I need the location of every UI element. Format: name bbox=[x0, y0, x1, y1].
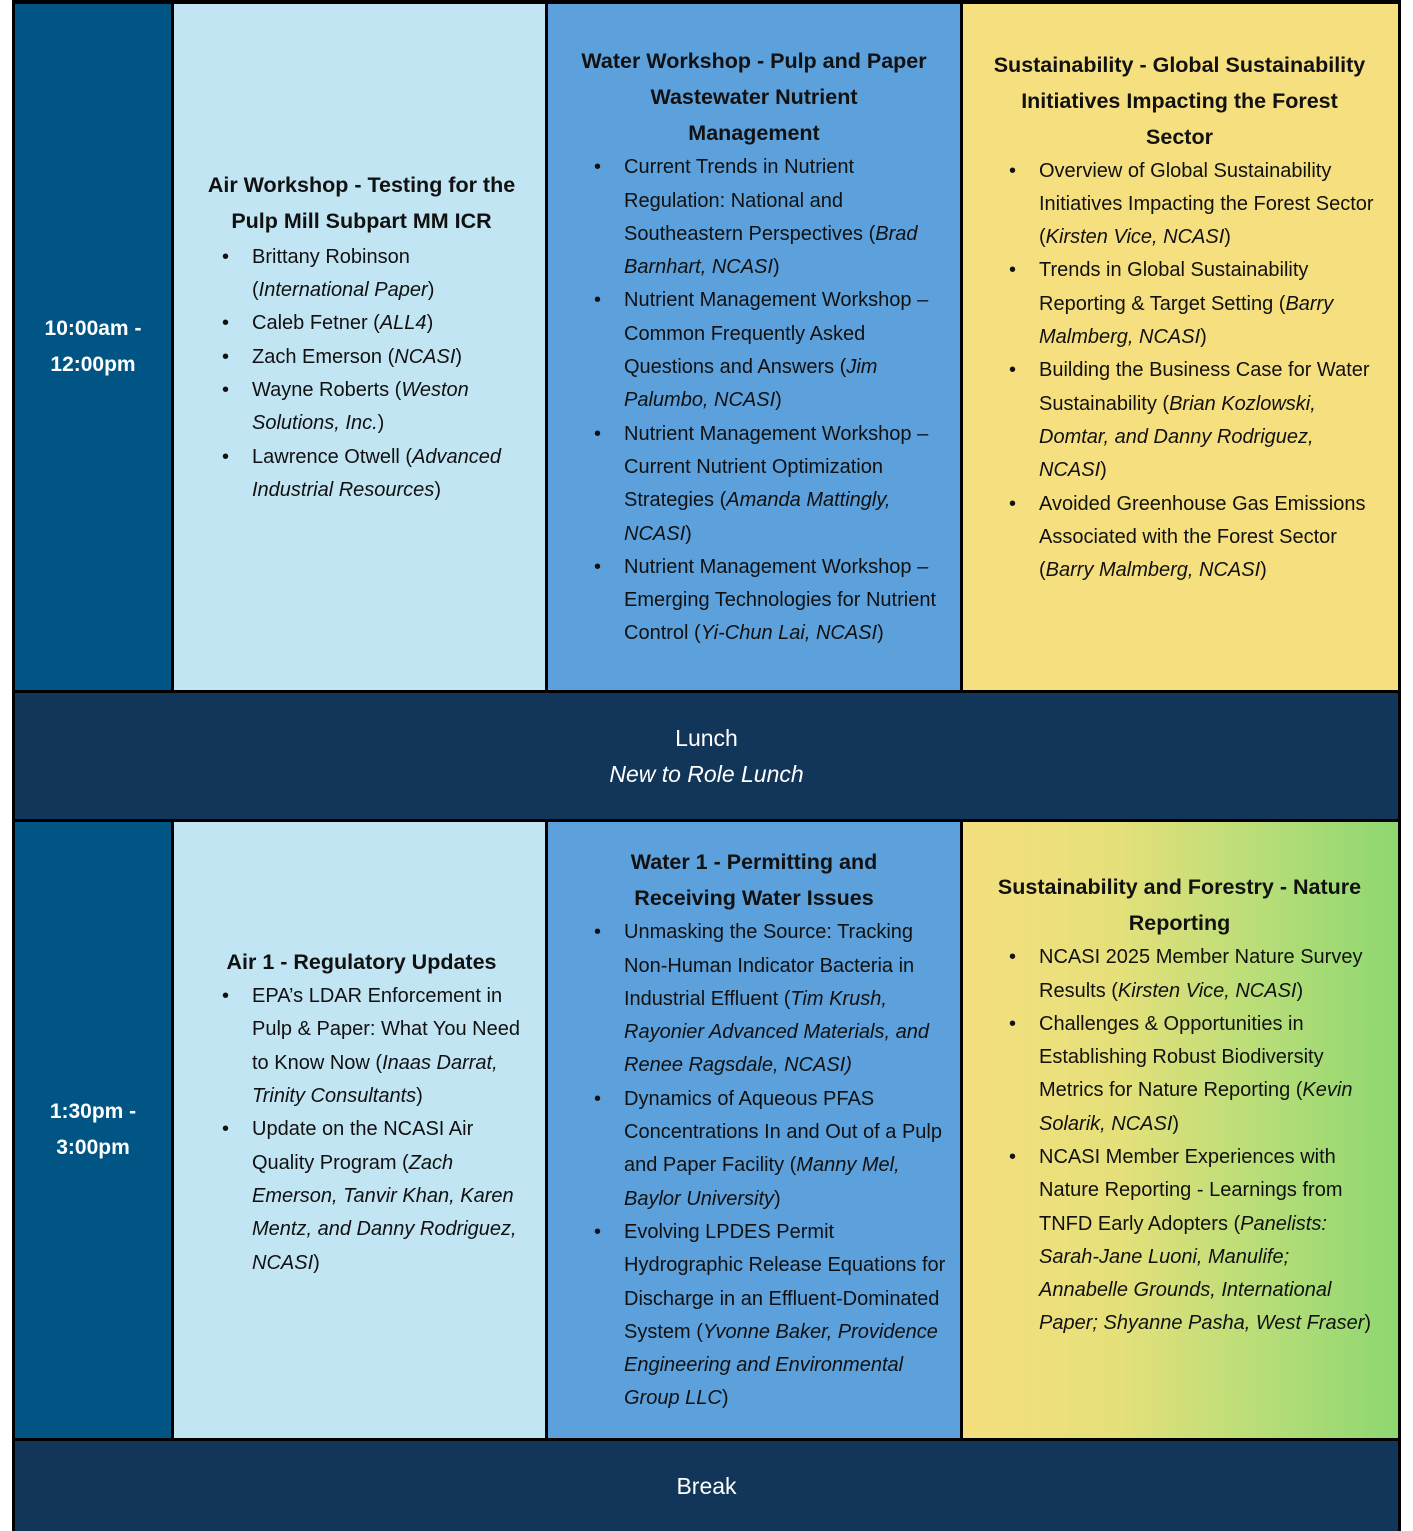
list-item: • Nutrient Management Workshop – Common Frequently Asked Questions and Answers (Jim Palumbo, NCASI) bbox=[586, 284, 946, 417]
list-item: • Building the Business Case for Water Sustainability (Brian Kozlowski, Domtar, and Danny Rodriguez, NCASI) bbox=[1001, 354, 1382, 487]
session-water-workshop bbox=[548, 4, 960, 690]
list-item: • Overview of Global Sustainability Initiatives Impacting the Forest Sector (Kirsten Vice, NCASI) bbox=[1001, 155, 1382, 255]
session-title: Water Workshop - Pulp and Paper Wastewater Nutrient Management bbox=[581, 49, 927, 146]
list-item: • Unmasking the Source: Tracking Non-Human Indicator Bacteria in Industrial Effluent (Tim Krush, Rayonier Advanced Materials, and Renee Ragsdale, NCASI) bbox=[586, 916, 946, 1082]
list-item: • Update on the NCASI Air Quality Program (Zach Emerson, Tanvir Khan, Karen Mentz, and Danny Rodriguez, NCASI) bbox=[214, 1113, 531, 1279]
list-item: • Avoided Greenhouse Gas Emissions Associated with the Forest Sector (Barry Malmberg, NCASI) bbox=[1001, 488, 1382, 588]
session-title: Air 1 - Regulatory Updates bbox=[226, 950, 497, 975]
speaker-list bbox=[214, 239, 531, 507]
break-title: Break bbox=[676, 1473, 737, 1499]
talk-list bbox=[1001, 155, 1382, 588]
session-air-1 bbox=[174, 822, 545, 1438]
list-item: • Evolving LPDES Permit Hydrographic Release Equations for Discharge in an Effluent-Dominated System (Yvonne Baker, Providence Engineering and Environmental Group LLC) bbox=[586, 1216, 946, 1416]
list-item: • Lawrence Otwell (Advanced Industrial Resources) bbox=[214, 441, 531, 508]
list-item: • Brittany Robinson (International Paper) bbox=[214, 241, 531, 308]
session-sustainability bbox=[963, 4, 1398, 690]
talk-list bbox=[1001, 941, 1382, 1341]
talk-list bbox=[214, 980, 531, 1280]
session-title: Sustainability and Forestry - Nature Reporting bbox=[997, 875, 1362, 936]
list-item: • Trends in Global Sustainability Reporting & Target Setting (Barry Malmberg, NCASI) bbox=[1001, 254, 1382, 354]
time-line-1: 1:30pm - bbox=[49, 1100, 137, 1123]
session-water-1 bbox=[548, 822, 960, 1438]
session-title: Air Workshop - Testing for the Pulp Mill Subpart MM ICR bbox=[207, 172, 516, 233]
list-item: • NCASI 2025 Member Nature Survey Results (Kirsten Vice, NCASI) bbox=[1001, 941, 1382, 1008]
talk-list bbox=[586, 151, 946, 650]
time-slot-morning bbox=[15, 4, 171, 690]
session-title: Sustainability - Global Sustainability Initiatives Impacting the Forest Sector bbox=[993, 52, 1366, 149]
time-line-2: 12:00pm bbox=[50, 353, 136, 376]
session-air-workshop bbox=[174, 4, 545, 690]
list-item: • Dynamics of Aqueous PFAS Concentrations In and Out of a Pulp and Paper Facility (Manny Mel, Baylor University) bbox=[586, 1083, 946, 1216]
time-slot-afternoon bbox=[15, 822, 171, 1438]
list-item: • Nutrient Management Workshop – Emerging Technologies for Nutrient Control (Yi-Chun Lai, NCASI) bbox=[586, 551, 946, 651]
time-line-1: 10:00am - bbox=[44, 317, 142, 340]
list-item: • EPA’s LDAR Enforcement in Pulp & Paper: What You Need to Know Now (Inaas Darrat, Trinity Consultants) bbox=[214, 980, 531, 1113]
list-item: • Zach Emerson (NCASI) bbox=[214, 341, 531, 374]
session-title: Water 1 - Permitting and Receiving Water Issues bbox=[630, 850, 878, 911]
list-item: • NCASI Member Experiences with Nature Reporting - Learnings from TNFD Early Adopters (Panelists: Sarah-Jane Luoni, Manulife; Annabelle Grounds, International Paper; Shyanne Pasha, West Fraser) bbox=[1001, 1141, 1382, 1341]
list-item: • Current Trends in Nutrient Regulation: National and Southeastern Perspectives (Brad Barnhart, NCASI) bbox=[586, 151, 946, 284]
break-band bbox=[15, 1441, 1398, 1531]
talk-list bbox=[586, 916, 946, 1415]
time-line-2: 3:00pm bbox=[56, 1136, 130, 1159]
lunch-band bbox=[15, 693, 1398, 819]
lunch-subtitle: New to Role Lunch bbox=[609, 761, 804, 787]
session-sustainability-nature bbox=[963, 822, 1398, 1438]
list-item: • Caleb Fetner (ALL4) bbox=[214, 307, 531, 340]
lunch-title: Lunch bbox=[675, 725, 738, 751]
list-item: • Nutrient Management Workshop – Current Nutrient Optimization Strategies (Amanda Mattingly, NCASI) bbox=[586, 418, 946, 551]
list-item: • Wayne Roberts (Weston Solutions, Inc.) bbox=[214, 374, 531, 441]
list-item: • Challenges & Opportunities in Establishing Robust Biodiversity Metrics for Nature Reporting (Kevin Solarik, NCASI) bbox=[1001, 1008, 1382, 1141]
